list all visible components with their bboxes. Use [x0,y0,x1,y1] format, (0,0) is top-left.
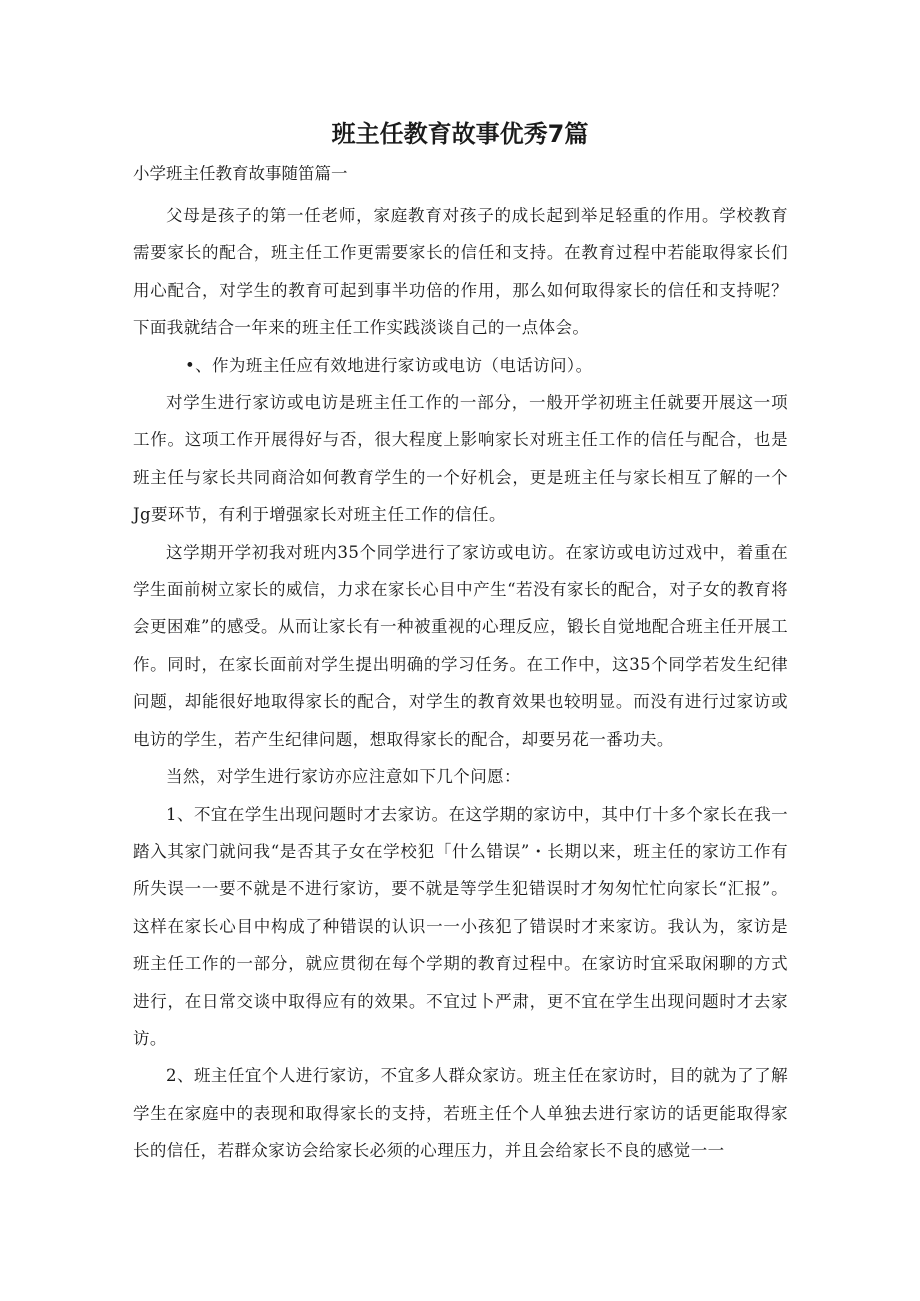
paragraph-this-semester: 这学期开学初我对班内35个同学进行了家访或电访。在家访或电访过戏中，着重在学生面前树立家长的威信，力求在家长心目中产生“若没有家长的配合，对子女的教育将会更困难”的感受。从而让家长有一种被重视的心理反应，锻长自觉地配合班主任开展工作。同时，在家长面前对学生提出明确的学习任务。在工作中，这35个同学若发生纪律问题，却能很好地取得家长的配合，对学生的教育效果也较明显。而没有进行过家访或电访的学生，若产生纪律问题，想取得家长的配合，却要另花一番功夫。 [133,542,788,749]
document-title: 班主任教育故事优秀7篇 [331,120,589,148]
paragraph-notes-intro: 当然，对学生进行家访亦应注意如下几个问愿： [166,767,521,787]
paragraph-bullet-heading: •、作为班主任应有效地进行家访或电访（电话访问）。 [185,355,593,375]
section-heading: 小学班主任教育故事随笛篇一 [133,164,348,183]
paragraph-point-1: 1、不宜在学生出现问题时才去家访。在这学期的家访中，其中仃十多个家长在我一踏入其家门就问我“是否其子女在学校犯「什么错误”・长期以来，班主任的家访工作有所失误一一要不就是不进行家访，要不就是等学生犯错误时才匆匆忙忙向家长“汇报”。这样在家长心目中构成了种错误的认识一一小孩犯了错误时才来家访。我认为，家访是班主任工作的一部分，就应贯彻在每个学期的教育过程中。在家访时宜采取闲聊的方式进行，在日常交谈中取得应有的效果。不宜过卜严肃，更不宜在学生出现问题时才去家访。 [133,804,788,1048]
paragraph-point-2: 2、班主任宜个人进行家访，不宜多人群众家访。班主任在家访时，目的就为了了解学生在家庭中的表现和取得家长的支持，若班主任个人单独去进行家访的话更能取得家长的信任，若群众家访会给家长必须的心理压力，并且会给家长不良的感觉一一 [133,1066,788,1161]
document-body [133,197,788,1170]
paragraph-home-visit: 对学生进行家访或电访是班主任工作的一部分，一般开学初班主任就要开展这一项工作。这项工作开展得好与否，很大程度上影响家长对班主任工作的信任与配合，也是班主任与家长共同商洽如何教育学生的一个好机会，更是班主任与家长相互了解的一个Jg要环节，有利于增强家长对班主任工作的信任。 [133,393,788,525]
paragraph-intro: 父母是孩子的第一任老师，家庭教育对孩子的成长起到举足轻重的作用。学校教育需要家长的配合，班主任工作更需要家长的信任和支持。在教育过程中若能取得家长们用心配合，对学生的教育可起到事半功倍的作用，那么如何取得家长的信任和支持呢？下面我就结合一年来的班主任工作实践淡谈自己的一点体会。 [133,206,788,338]
